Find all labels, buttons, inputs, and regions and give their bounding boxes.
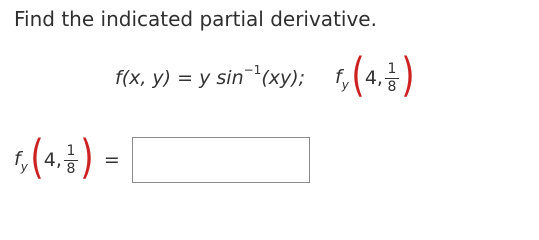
problem-prompt: Find the indicated partial derivative. (14, 7, 377, 31)
partial-symbol-answer: $f_y$ (14, 147, 28, 175)
fraction-denominator: 8 (66, 160, 76, 177)
fraction-numerator: 1 (66, 142, 76, 159)
function-lhs: f(x, y) (115, 67, 172, 89)
fraction-denominator: 8 (387, 78, 397, 95)
fraction-numerator: 1 (387, 60, 397, 77)
right-paren: ) (401, 48, 415, 102)
point-x-answer: 4, (43, 149, 62, 171)
left-paren: ( (351, 48, 365, 102)
answer-input[interactable] (132, 137, 310, 183)
point-y-fraction (385, 62, 399, 95)
function-rhs-post: (xy); (261, 67, 306, 89)
answer-line (14, 125, 310, 195)
derivative-point-answer (14, 130, 96, 184)
point-x: 4, (364, 67, 383, 89)
function-rhs-pre: y sin (199, 67, 244, 89)
partial-symbol: $f_y$ (335, 65, 349, 93)
answer-equals: = (103, 149, 120, 171)
left-paren: ( (30, 130, 44, 184)
right-paren: ) (80, 130, 94, 184)
function-definition (115, 48, 417, 108)
point-y-fraction-answer (64, 144, 78, 177)
function-equals: = (177, 67, 194, 89)
inverse-superscript: −1 (243, 63, 262, 77)
derivative-point-top (335, 48, 417, 102)
